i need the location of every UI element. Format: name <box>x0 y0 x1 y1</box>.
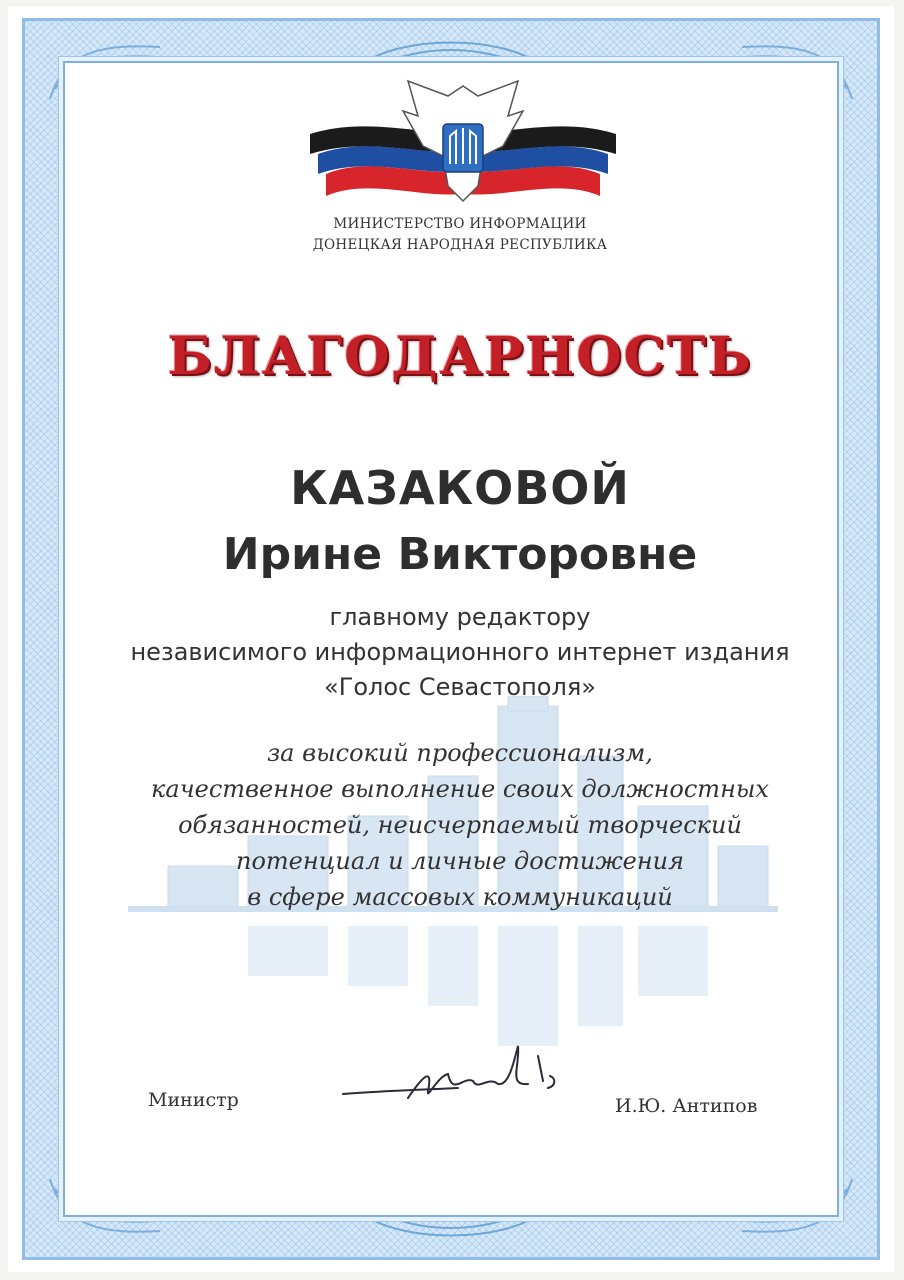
recipient-given-names: Ирине Викторовне <box>222 529 698 580</box>
coat-of-arms-icon <box>308 76 618 206</box>
republic-name: ДОНЕЦКАЯ НАРОДНАЯ РЕСПУБЛИКА <box>312 237 608 253</box>
position-line: главному редактору <box>329 603 591 631</box>
certificate-title: БЛАГОДАРНОСТЬ <box>167 326 753 387</box>
signatory-name: И.Ю. Антипов <box>615 1095 758 1117</box>
ministry-name: МИНИСТЕРСТВО ИНФОРМАЦИИ <box>333 216 587 232</box>
recipient-surname: КАЗАКОВОЙ <box>290 461 630 515</box>
position-line: «Голос Севастополя» <box>324 673 596 701</box>
certificate-sheet <box>8 6 894 1272</box>
reason-line: потенциал и личные достижения <box>236 847 684 875</box>
signatory-role: Министр <box>148 1089 239 1111</box>
reason-line: за высокий профессионализм, <box>267 739 653 767</box>
reason-line: обязанностей, неисчерпаемый творческий <box>178 811 742 839</box>
position-line: независимого информационного интернет издания <box>130 638 790 666</box>
reason-line: качественное выполнение своих должностных <box>151 775 769 803</box>
signature-icon <box>338 1036 578 1116</box>
reason-line: в сфере массовых коммуникаций <box>247 883 673 911</box>
